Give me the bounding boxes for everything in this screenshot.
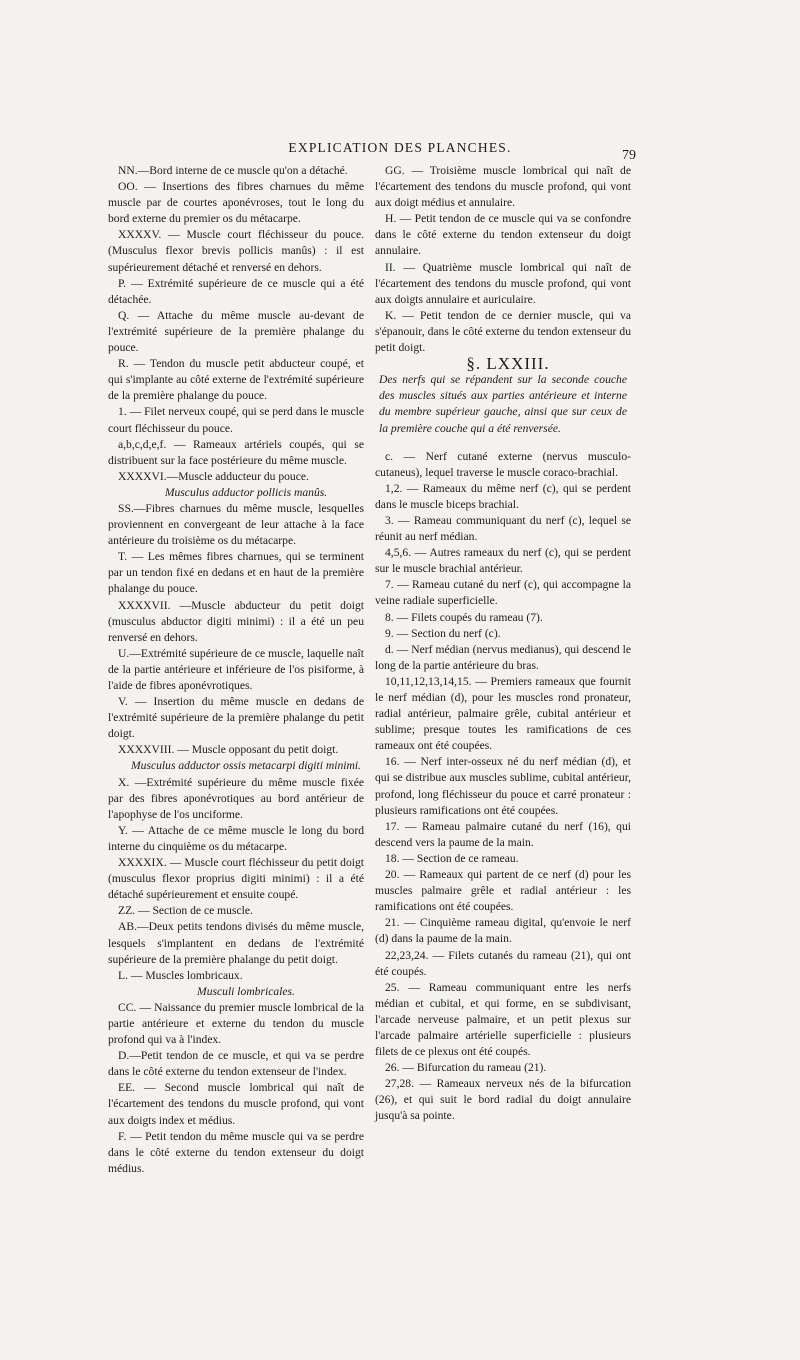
- latin-name: Musculus adductor pollicis manûs.: [164, 485, 328, 499]
- right-column: [375, 163, 631, 1125]
- section-intro: Des nerfs qui se répandent sur la seconde couche des muscles situés aux parties antérieure et interne du membre supérieur gauche, ainsi que sur ceux de la première couche qui a été renversée.: [379, 373, 627, 435]
- paragraph: X. —Extrémité supérieure du même muscle fixée par des fibres aponévrotiques au bord antérieur de l'apophyse de l'os unciforme.: [108, 775, 364, 821]
- running-head: EXPLICATION DES PLANCHES.: [288, 140, 512, 155]
- paragraph: K. — Petit tendon de ce dernier muscle, qui va s'épanouir, dans le côté externe du tendon extenseur du petit doigt.: [375, 308, 631, 355]
- paragraph: T. — Les mêmes fibres charnues, qui se terminent par un tendon fixé en dedans et en haut de la première phalange du pouce.: [108, 550, 364, 596]
- paragraph: SS.—Fibres charnues du même muscle, lesquelles proviennent en convergeant de leur attache à la face antérieure du troisième os du métacarpe.: [108, 501, 364, 548]
- paragraph: V. — Insertion du même muscle en dedans de l'extrémité supérieure de la première phalange du petit doigt.: [108, 695, 364, 741]
- paragraph: P. — Extrémité supérieure de ce muscle qui a été détachée.: [108, 276, 364, 306]
- paragraph: F. — Petit tendon du même muscle qui va se perdre dans le côté externe du tendon extenseur du doigt médius.: [108, 1129, 364, 1175]
- paragraph: Q. — Attache du même muscle au-devant de l'extrémité supérieure de la première phalange du pouce.: [108, 308, 364, 355]
- paragraph: 20. — Rameaux qui partent de ce nerf (d) pour les muscles palmaire grêle et radial antérieur : les ramifications ont été coupées.: [375, 868, 631, 914]
- paragraph: 9. — Section du nerf (c).: [385, 626, 501, 640]
- paragraph: 21. — Cinquième rameau digital, qu'envoie le nerf (d) dans la paume de la main.: [375, 916, 631, 946]
- paragraph: NN.—Bord interne de ce muscle qu'on a détaché.: [118, 164, 348, 177]
- paragraph: U.—Extrémité supérieure de ce muscle, laquelle naît de la partie antérieure et inférieure de l'os pisiforme, à l'aide de fibres aponévrotiques.: [108, 646, 364, 692]
- paragraph: 10,11,12,13,14,15. — Premiers rameaux que fournit le nerf médian (d), pour les muscles rond pronateur, radial antérieur, palmaire grêle, cubital antérieur et sublime; presque toutes les ramifications de ces rameaux ont été coupées.: [375, 674, 631, 753]
- paragraph: D.—Petit tendon de ce muscle, et qui va se perdre dans le côté externe du tendon extenseur de l'index.: [108, 1049, 364, 1079]
- paragraph: 18. — Section de ce rameau.: [385, 851, 519, 865]
- paragraph: 25. — Rameau communiquant entre les nerfs médian et cubital, et qui forme, en se subdivisant, l'arcade nerveuse palmaire, et un petit plexus sur l'arcade palmaire artérielle superficielle : plusieurs filets de ce plexus ont été coupés.: [375, 980, 631, 1059]
- paragraph: XXXXVII. —Muscle abducteur du petit doigt (musculus abductor digiti minimi) : il a été un peu renversé en dehors.: [108, 598, 364, 644]
- paragraph: H. — Petit tendon de ce muscle qui va se confondre dans le côté externe du tendon extenseur du doigt annulaire.: [375, 212, 631, 258]
- paragraph: 8. — Filets coupés du rameau (7).: [385, 610, 543, 624]
- section-title: §. LXXIII.: [466, 354, 550, 374]
- paragraph: a,b,c,d,e,f. — Rameaux artériels coupés, qui se distribuent sur la face postérieure du même muscle.: [108, 437, 364, 467]
- paragraph: d. — Nerf médian (nervus medianus), qui descend le long de la partie antérieure du bras.: [375, 642, 631, 672]
- paragraph: 22,23,24. — Filets cutanés du rameau (21), qui ont été coupés.: [375, 948, 631, 978]
- latin-name: Musculus adductor ossis metacarpi digiti minimi.: [131, 759, 361, 773]
- paragraph: 17. — Rameau palmaire cutané du nerf (16), qui descend vers la paume de la main.: [375, 819, 631, 849]
- paragraph: CC. — Naissance du premier muscle lombrical de la partie antérieure et externe du tendon du muscle profond qui va à l'index.: [108, 1000, 364, 1047]
- paragraph: c. — Nerf cutané externe (nervus musculo-cutaneus), lequel traverse le muscle coraco-brachial.: [375, 449, 631, 479]
- paragraph: OO. — Insertions des fibres charnues du même muscle par de courtes aponévroses, tout le long du bord externe du premier os du métacarpe.: [108, 180, 364, 226]
- paragraph: R. — Tendon du muscle petit abducteur coupé, et qui s'implante au côté externe de l'extrémité supérieure de la première phalange du pouce.: [108, 357, 364, 403]
- paragraph: Y. — Attache de ce même muscle le long du bord interne du cinquième os du métacarpe.: [108, 823, 364, 853]
- paragraph: 3. — Rameau communiquant du nerf (c), lequel se réunit au nerf médian.: [375, 513, 631, 544]
- page-number: 79: [622, 148, 636, 163]
- paragraph: XXXXIX. — Muscle court fléchisseur du petit doigt (musculus flexor proprius digiti minimi) : il a été détaché supérieurement et ensuite coupé.: [108, 856, 364, 902]
- paragraph: 16. — Nerf inter-osseux né du nerf médian (d), et qui se distribue aux muscles sublime, cubital antérieur, profond, long fléchisseur du pouce et carré pronateur : plusieurs ramifications ont été coupées.: [375, 755, 631, 817]
- paragraph: ZZ. — Section de ce muscle.: [118, 904, 253, 918]
- paragraph: GG. — Troisième muscle lombrical qui naît de l'écartement des tendons du muscle profond, qui vont aux doigt médius et annulaire.: [375, 164, 631, 210]
- paragraph: 1. — Filet nerveux coupé, qui se perd dans le muscle court fléchisseur du pouce.: [108, 405, 364, 435]
- left-column: [108, 163, 364, 1177]
- paragraph: 1,2. — Rameaux du même nerf (c), qui se perdent dans le muscle biceps brachial.: [375, 481, 631, 511]
- latin-name: Musculi lombricales.: [197, 984, 295, 998]
- paragraph: 26. — Bifurcation du rameau (21).: [385, 1061, 547, 1075]
- paragraph: 4,5,6. — Autres rameaux du nerf (c), qui se perdent sur le muscle brachial antérieur.: [375, 546, 631, 576]
- paragraph: AB.—Deux petits tendons divisés du même muscle, lesquels s'implantent en dedans de l'extrémité supérieure de la première phalange du petit doigt.: [108, 920, 364, 966]
- paragraph: XXXXV. — Muscle court fléchisseur du pouce. (Musculus flexor brevis pollicis manûs) : il est supérieurement détaché et renversé en dehors.: [108, 228, 364, 274]
- paragraph: 7. — Rameau cutané du nerf (c), qui accompagne la veine radiale superficielle.: [375, 578, 631, 608]
- paragraph: EE. — Second muscle lombrical qui naît de l'écartement des tendons du muscle profond, qui vont aux doigts index et médius.: [108, 1081, 364, 1127]
- paragraph: XXXXVI.—Muscle adducteur du pouce.: [118, 469, 309, 483]
- paragraph: II. — Quatrième muscle lombrical qui naît de l'écartement des tendons du muscle profond, qui vont aux doigts annulaire et auriculaire.: [375, 260, 631, 306]
- paragraph: L. — Muscles lombricaux.: [118, 968, 243, 982]
- paragraph: 27,28. — Rameaux nerveux nés de la bifurcation (26), et qui suit le bord radial du doigt annulaire jusqu'à sa pointe.: [375, 1077, 631, 1123]
- paragraph: XXXXVIII. — Muscle opposant du petit doigt.: [118, 743, 339, 757]
